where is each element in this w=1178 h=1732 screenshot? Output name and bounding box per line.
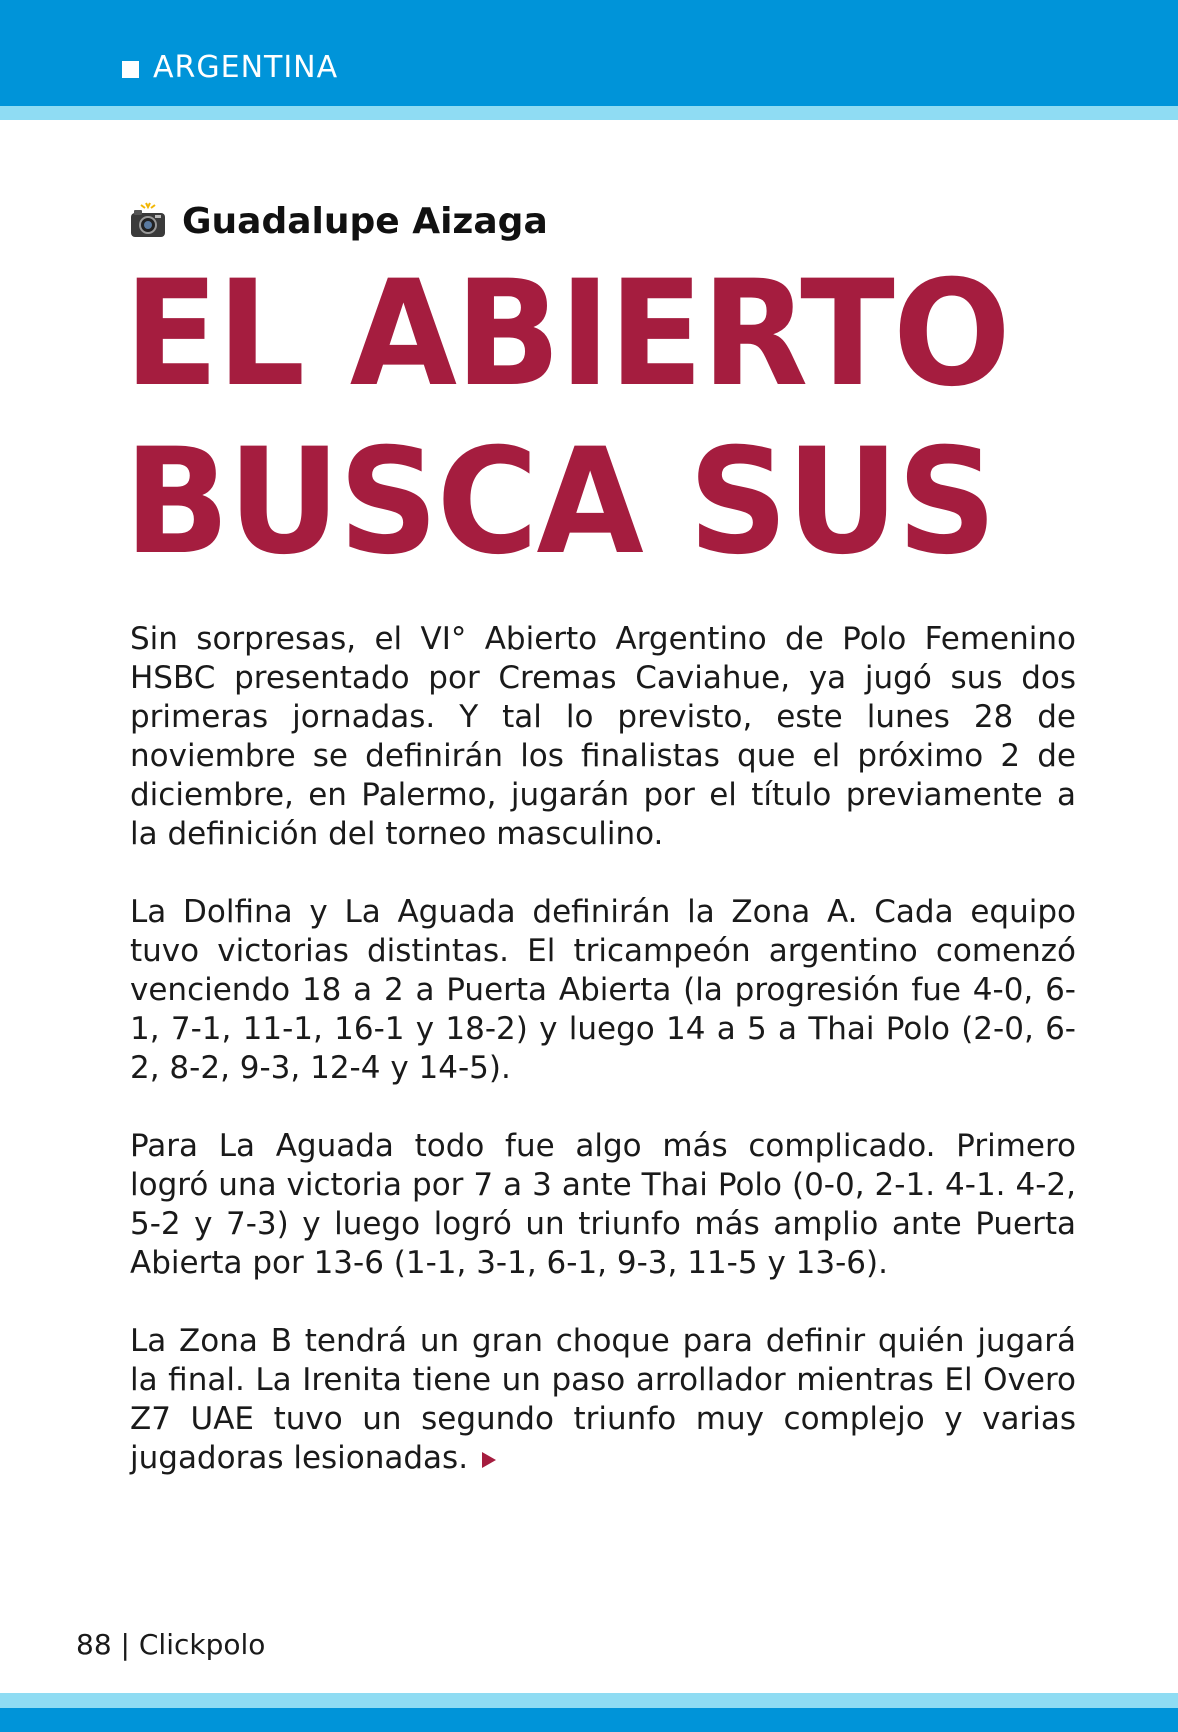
article-body [130, 620, 1076, 1517]
footer-bar [0, 1708, 1178, 1732]
paragraph-2: La Dolfina y La Aguada definirán la Zona A. Cada equipo tuvo victorias distintas. El tricampeón argentino comenzó venciendo 18 a 2 a Puerta Abierta (la progresión fue 4-0, 6-1, 7-1, 11-1, 16-1 y 18-2) y luego 14 a 5 a Thai Polo (2-0, 6-2, 8-2, 9-3, 12-4 y 14-5). [130, 894, 1076, 1086]
footer-stripe [0, 1693, 1178, 1708]
paragraph-4 [130, 1322, 1076, 1478]
paragraph-1: Sin sorpresas, el VI° Abierto Argentino de Polo Femenino HSBC presentado por Cremas Caviahue, ya jugó sus dos primeras jornadas. Y tal lo previsto, este lunes 28 de noviembre se definirán los finalistas que el próximo 2 de diciembre, en Palermo, jugarán por el título previamente a la definición del torneo masculino. [130, 621, 1076, 852]
paragraph-4-text: La Zona B tendrá un gran choque para definir quién jugará la final. La Irenita tiene un paso arrollador mientras El Overo Z7 UAE tuvo un segundo triunfo muy complejo y varias jugadoras lesionadas. [130, 1323, 1076, 1476]
section-label: ARGENTINA [153, 50, 339, 85]
end-of-article-icon [482, 1452, 496, 1468]
headline-line-1: EL ABIERTO [124, 249, 1009, 419]
header-stripe [0, 106, 1178, 120]
headline [124, 250, 1125, 586]
paragraph-3: Para La Aguada todo fue algo más complicado. Primero logró una victoria por 7 a 3 ante Thai Polo (0-0, 2-1. 4-1. 4-2, 5-2 y 7-3) y luego logró un triunfo más amplio ante Puerta Abierta por 13-6 (1-1, 3-1, 6-1, 9-3, 11-5 y 13-6). [130, 1128, 1076, 1281]
camera-icon [128, 201, 168, 241]
headline-line-2: BUSCA SUS [124, 417, 995, 587]
page-footer: 88 | Clickpolo [76, 1628, 266, 1661]
section-marker-square [122, 61, 139, 78]
author-name: Guadalupe Aizaga [182, 200, 548, 242]
byline [128, 196, 548, 246]
